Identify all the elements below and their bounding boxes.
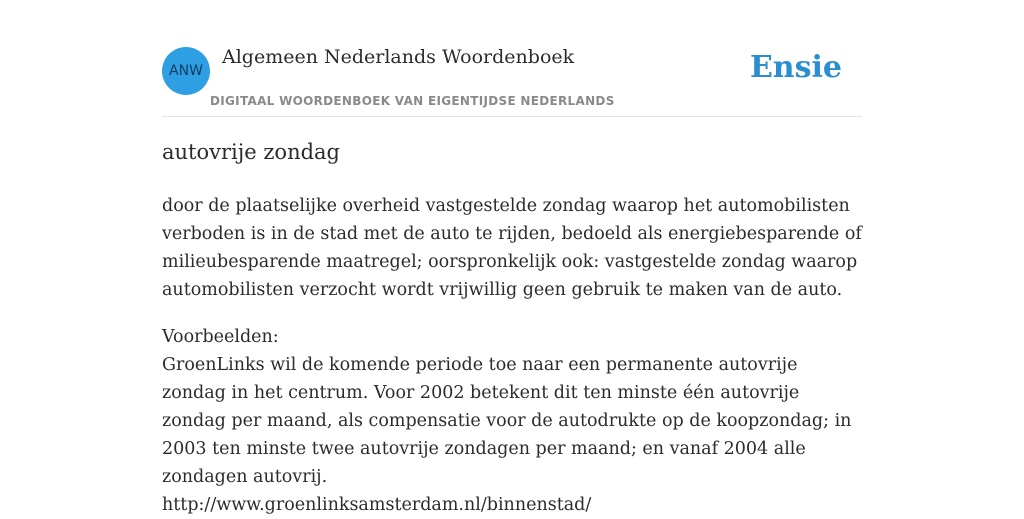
dictionary-subtitle: DIGITAAL WOORDENBOEK VAN EIGENTIJDSE NEDERLANDS	[210, 94, 615, 108]
examples-section	[162, 323, 862, 519]
anw-logo-text: ANW	[169, 63, 203, 79]
definition: door de plaatselijke overheid vastgestelde zondag waarop het automobilisten verboden is in de stad met de auto te rijden, bedoeld als energiebesparende of milieubesparende maatregel; oorspronkelijk ook: vastgestelde zondag waarop automobilisten verzocht wordt vrijwillig geen gebruik te maken van de auto.	[162, 196, 862, 300]
page	[162, 0, 862, 515]
dictionary-title[interactable]: Algemeen Nederlands Woordenboek	[222, 46, 575, 68]
anw-logo[interactable]	[162, 47, 210, 95]
headword: autovrije zondag	[162, 140, 340, 164]
ensie-logo[interactable]: Ensie	[749, 50, 842, 85]
example-text: GroenLinks wil de komende periode toe naar een permanente autovrije zondag in het centrum. Voor 2002 betekent dit ten minste één autovrije zondag per maand, als compensatie voor de autodrukte op de koopzondag; in 2003 ten minste twee autovrije zondagen per maand; en vanaf 2004 alle zondagen autovrij.	[162, 355, 852, 487]
header	[162, 0, 862, 117]
examples-label: Voorbeelden:	[162, 327, 279, 347]
example-source: http://www.groenlinksamsterdam.nl/binnenstad/	[162, 495, 592, 515]
